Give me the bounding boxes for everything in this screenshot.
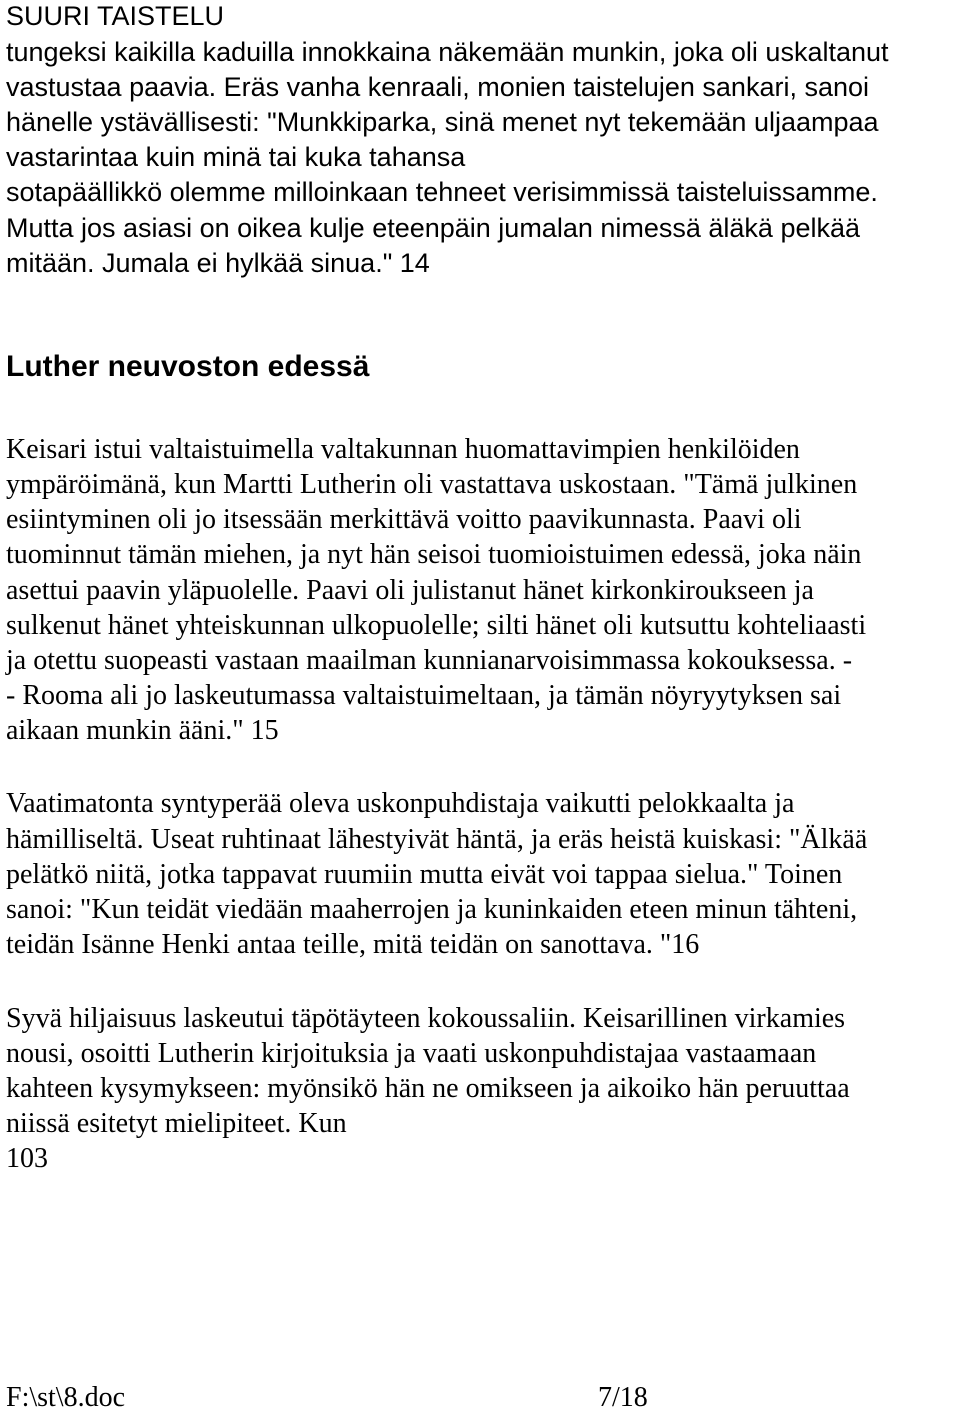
- text-line: hämilliseltä. Useat ruhtinaat lähestyivät häntä, ja eräs heistä kuiskasi: "Älkää: [6, 824, 868, 855]
- text-line: Mutta jos asiasi on oikea kulje eteenpäin jumalan nimessä äläkä pelkää: [6, 213, 861, 243]
- text-line: Vaatimatonta syntyperää oleva uskonpuhdistaja vaikutti pelokkaalta ja: [6, 788, 795, 819]
- footer-page-indicator: 7/18: [598, 1382, 648, 1413]
- section-heading: Luther neuvoston edessä: [6, 350, 370, 383]
- text-line: Syvä hiljaisuus laskeutui täpötäyteen kokoussaliin. Keisarillinen virkamies: [6, 1003, 846, 1034]
- page-number: 103: [6, 1143, 48, 1174]
- text-line: Keisari istui valtaistuimella valtakunnan huomattavimpien henkilöiden: [6, 434, 800, 465]
- text-line: tungeksi kaikilla kaduilla innokkaina näkemään munkin, joka oli uskaltanut: [6, 37, 889, 67]
- text-line: ja otettu suopeasti vastaan maailman kunnianarvoisimmassa kokouksessa. -: [6, 645, 853, 676]
- text-line: niissä esitetyt mielipiteet. Kun: [6, 1108, 347, 1139]
- footer-file-path: F:\st\8.doc: [6, 1382, 126, 1413]
- text-line: pelätkö niitä, jotka tappavat ruumiin mutta eivät voi tappaa sielua." Toinen: [6, 859, 843, 890]
- text-line: asettui paavin yläpuolelle. Paavi oli julistanut hänet kirkonkiroukseen ja: [6, 575, 814, 606]
- text-line: vastarintaa kuin minä tai kuka tahansa: [6, 142, 466, 172]
- text-line: mitään. Jumala ei hylkää sinua." 14: [6, 248, 430, 278]
- text-line: hänelle ystävällisesti: "Munkkiparka, sinä menet nyt tekemään uljaampaa: [6, 107, 879, 137]
- text-line: vastustaa paavia. Eräs vanha kenraali, monien taistelujen sankari, sanoi: [6, 72, 869, 102]
- text-line: sotapäällikkö olemme milloinkaan tehneet verisimmissä taisteluissamme.: [6, 177, 878, 207]
- text-line: nousi, osoitti Lutherin kirjoituksia ja vaati uskonpuhdistajaa vastaamaan: [6, 1038, 817, 1069]
- text-line: sulkenut hänet yhteiskunnan ulkopuolelle; silti hänet oli kutsuttu kohteliaasti: [6, 610, 867, 641]
- running-header: SUURI TAISTELU: [6, 1, 225, 31]
- text-line: tuominnut tämän miehen, ja nyt hän seisoi tuomioistuimen edessä, joka näin: [6, 539, 862, 570]
- text-line: ympäröimänä, kun Martti Lutherin oli vastattava uskostaan. "Tämä julkinen: [6, 469, 858, 500]
- text-line: aikaan munkin ääni." 15: [6, 715, 279, 746]
- text-line: kahteen kysymykseen: myönsikö hän ne omikseen ja aikoiko hän peruuttaa: [6, 1073, 850, 1104]
- text-line: sanoi: "Kun teidät viedään maaherrojen ja kuninkaiden eteen minun tähteni,: [6, 894, 858, 925]
- text-line: - Rooma ali jo laskeutumassa valtaistuimeltaan, ja tämän nöyryytyksen sai: [6, 680, 842, 711]
- text-line: teidän Isänne Henki antaa teille, mitä teidän on sanottava. "16: [6, 929, 700, 960]
- text-line: esiintyminen oli jo itsessään merkittävä voitto paavikunnasta. Paavi oli: [6, 504, 802, 535]
